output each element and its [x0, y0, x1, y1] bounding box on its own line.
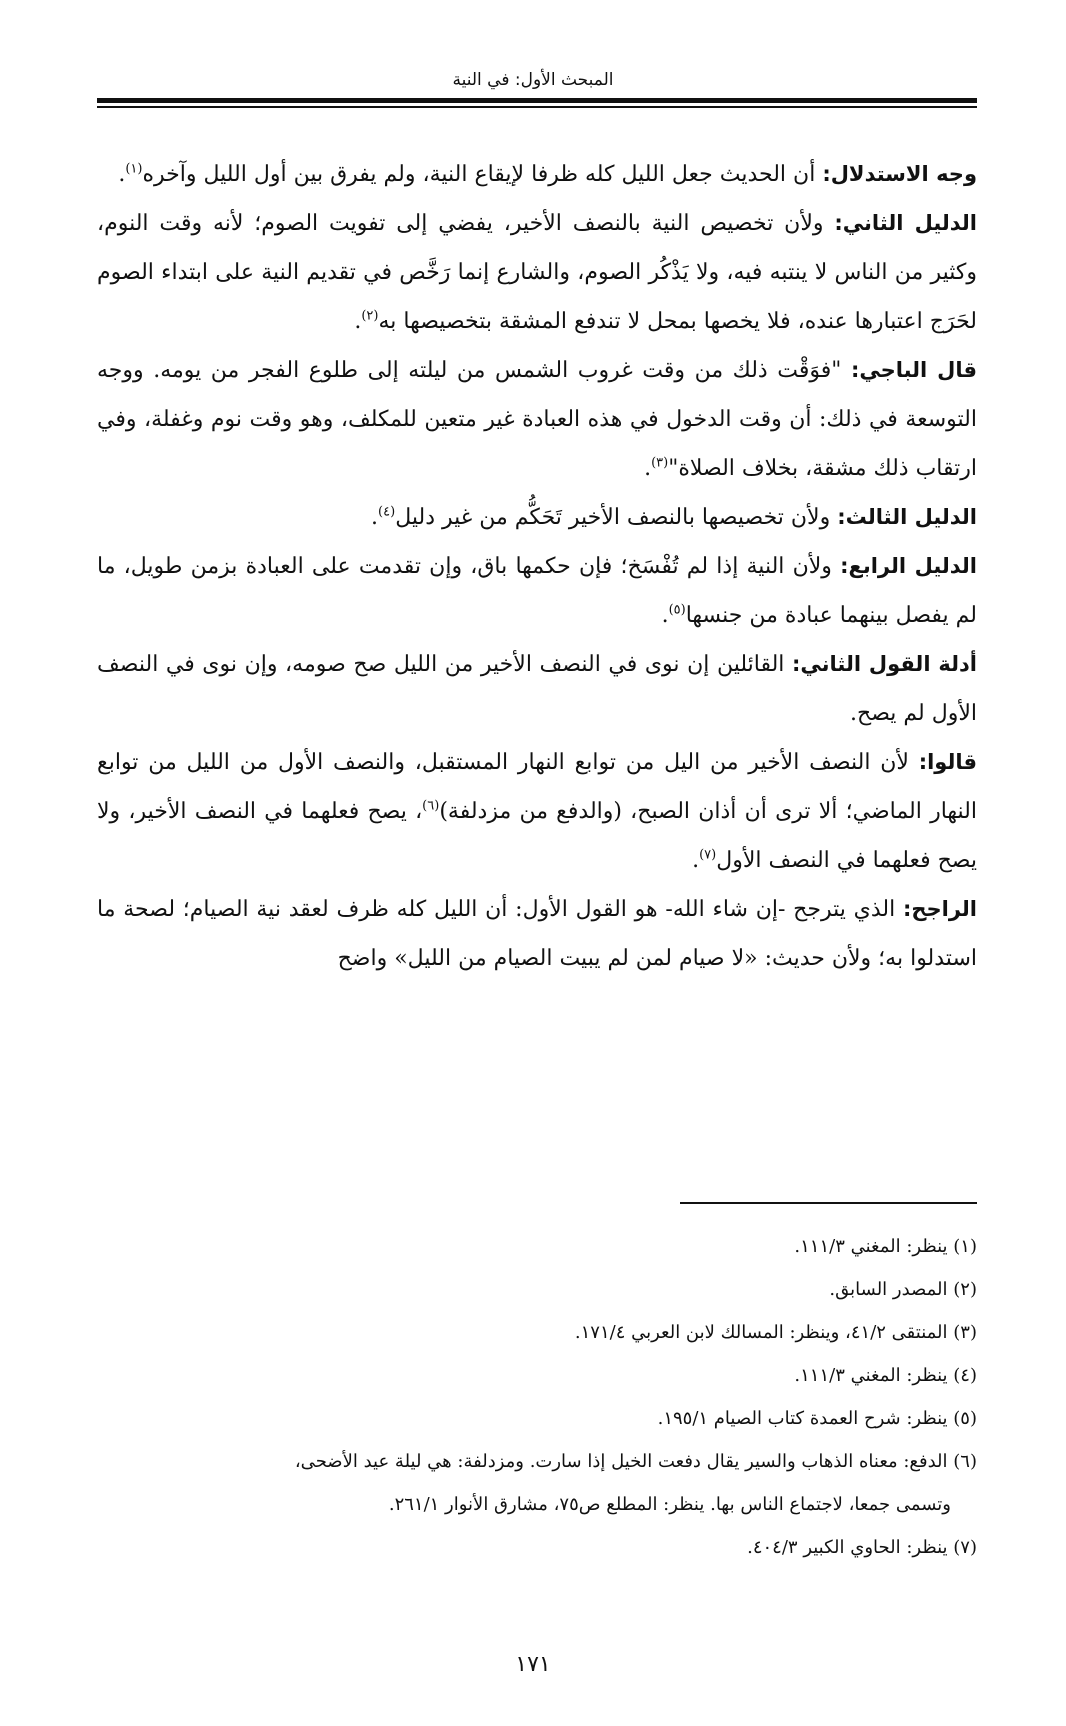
paragraph-end: . — [354, 309, 362, 334]
paragraph — [97, 346, 977, 493]
footnote: (١) ينظر: المغني ١١١/٣. — [794, 1236, 977, 1257]
footnote-ref: (٢) — [361, 308, 379, 324]
paragraph-text: أن الحديث جعل الليل كله ظرفا لإيقاع النية، ولم يفرق بين أول الليل وآخره — [142, 162, 823, 187]
paragraph-label: قالوا: — [918, 750, 977, 774]
paragraph-text: ولأن النية إذا لم تُفْسَخ؛ فإن حكمها باق، وإن تقدمت على العبادة بزمن طويل، ما لم يفصل بينهما عبادة من جنسها — [97, 554, 977, 628]
footnote-continuation: وتسمى جمعا، لاجتماع الناس بها. ينظر: المطلع ص٧٥، مشارق الأنوار ٢٦١/١. — [388, 1494, 951, 1515]
footnote: (٥) ينظر: شرح العمدة كتاب الصيام ١٩٥/١. — [657, 1408, 977, 1429]
paragraph-text: القائلين إن نوى في النصف الأخير من الليل صح صومه، وإن نوى في النصف الأول لم يصح. — [97, 652, 977, 726]
paragraph — [97, 199, 977, 346]
paragraph — [97, 640, 977, 738]
paragraph — [97, 885, 977, 983]
paragraph-label: الراجح: — [902, 897, 977, 921]
paragraph-label: الدليل الرابع: — [840, 554, 978, 578]
footnote: (٢) المصدر السابق. — [829, 1279, 977, 1300]
paragraph-text: ولأن تخصيصها بالنصف الأخير تَحَكُّم من غير دليل — [395, 505, 838, 530]
paragraph-text: الذي يترجح -إن شاء الله- هو القول الأول: أن الليل كله ظرف لعقد نية الصيام؛ لصحة ما استدلوا به؛ ولأن حديث: «لا صيام لمن لم يبيت الصيام من الليل» واضح — [97, 897, 977, 971]
running-header: المبحث الأول: في النية — [452, 70, 614, 90]
footnote-ref: (٧) — [699, 847, 717, 863]
paragraph-label: الدليل الثاني: — [834, 211, 977, 235]
footnote-ref: (٦) — [422, 798, 440, 814]
header-rule-thin — [97, 106, 977, 108]
paragraph-end: . — [644, 456, 652, 481]
footnotes — [97, 1225, 977, 1569]
paragraph-label: الدليل الثالث: — [837, 505, 977, 529]
paragraph-end: . — [692, 848, 700, 873]
footnote-ref: (٥) — [668, 602, 686, 618]
paragraph-text-continued: ، يصح فعلهما في النصف الأخير، ولا يصح فعلهما في النصف الأول — [97, 799, 977, 873]
paragraph-text: "فوَقْت ذلك من وقت غروب الشمس من ليلته إلى طلوع الفجر من يومه. ووجه التوسعة في ذلك: أن وقت الدخول في هذه العبادة غير متعين للمكلف، وهو وقت نوم وغفلة، وفي ارتقاب ذلك مشقة، بخلاف الصلاة" — [97, 358, 977, 481]
header-rule-thick — [97, 98, 977, 103]
paragraph-end: . — [371, 505, 379, 530]
footnote-separator — [680, 1202, 977, 1204]
paragraph — [97, 738, 977, 885]
footnote-ref: (٣) — [651, 455, 669, 471]
paragraph-label: قال الباجي: — [850, 358, 977, 382]
footnote: (٦) الدفع: معناه الذهاب والسير يقال دفعت الخيل إذا سارت. ومزدلفة: هي ليلة عيد الأضحى، — [294, 1451, 977, 1472]
paragraph-text: لأن النصف الأخير من اليل من توابع النهار المستقبل، والنصف الأول من الليل من توابع النهار الماضي؛ ألا ترى أن أذان الصبح، (والدفع من مزدلفة) — [97, 750, 977, 824]
paragraph-label: وجه الاستدلال: — [822, 162, 977, 186]
body-text — [97, 150, 977, 983]
paragraph-text: ولأن تخصيص النية بالنصف الأخير، يفضي إلى تفويت الصوم؛ لأنه وقت النوم، وكثير من الناس لا ينتبه فيه، ولا يَذْكُر الصوم، والشارع إنما رَخَّص في تقديم النية على ابتداء الصوم لحَرَج اعتبارها عنده، فلا يخصها بمحل لا تندفع المشقة بتخصيصها به — [97, 211, 977, 334]
page-number: ١٧١ — [515, 1652, 551, 1677]
footnote: (٧) ينظر: الحاوي الكبير ٤٠٤/٣. — [747, 1537, 977, 1558]
footnote: (٣) المنتقى ٤١/٢، وينظر: المسالك لابن العربي ١٧١/٤. — [574, 1322, 977, 1343]
paragraph — [97, 542, 977, 640]
footnote-ref: (١) — [125, 161, 143, 177]
paragraph — [97, 150, 977, 199]
paragraph-label: أدلة القول الثاني: — [791, 652, 978, 676]
paragraph-end: . — [661, 603, 669, 628]
footnote: (٤) ينظر: المغني ١١١/٣. — [794, 1365, 977, 1386]
footnote-ref: (٤) — [378, 504, 396, 520]
paragraph-end: . — [118, 162, 126, 187]
paragraph — [97, 493, 977, 542]
